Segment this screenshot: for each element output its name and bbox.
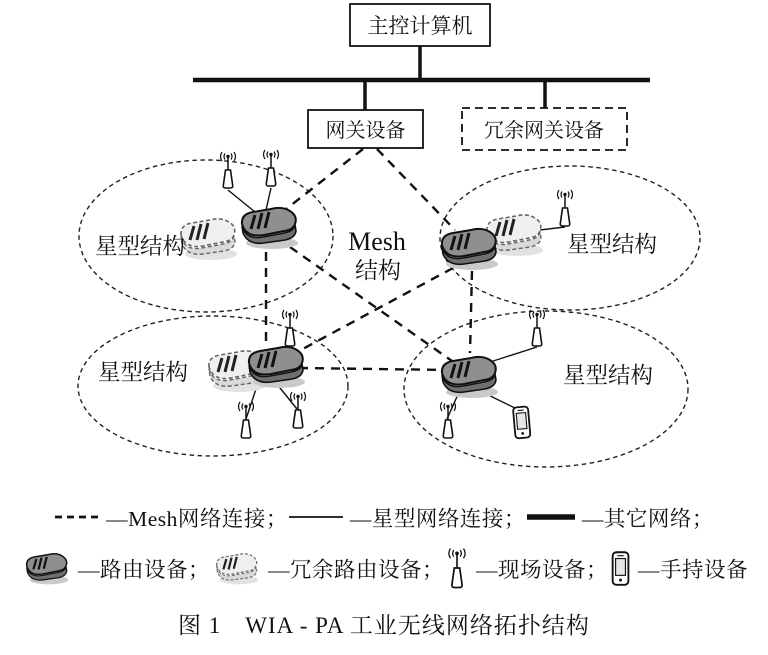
field-device-icon xyxy=(239,402,254,438)
thin-solid-line-icon xyxy=(288,513,344,521)
field-device-icon xyxy=(264,150,279,186)
host-computer-node xyxy=(350,4,490,80)
thick-solid-line-icon xyxy=(526,512,576,522)
router-icon xyxy=(249,347,305,388)
legend-item-star-connection xyxy=(288,502,526,533)
redundant-gateway-label: 冗余网关设备 xyxy=(484,120,604,142)
redundant-router-icon xyxy=(181,219,237,260)
legend-label: —星型网络连接； xyxy=(349,506,526,531)
figure-caption: 图 1 WIA - PA 工业无线网络拓扑结构 xyxy=(178,613,590,638)
legend-item-other-network xyxy=(526,502,714,533)
legend-item-router xyxy=(20,550,210,586)
field-device-icon xyxy=(283,310,298,346)
mesh-link-gateway-to-tr xyxy=(377,149,455,230)
star-link-tl-antenna2 xyxy=(266,188,271,210)
field-device-icon xyxy=(291,392,306,428)
redundant-gateway-node xyxy=(462,80,627,150)
legend-label: —冗余路由设备； xyxy=(267,557,444,582)
field-device-icon xyxy=(530,310,545,346)
mesh-link-bl-to-br xyxy=(299,368,450,370)
legend-label: —Mesh网络连接； xyxy=(106,506,288,531)
mesh-link-tr-to-br xyxy=(470,271,472,353)
legend-label: —路由设备； xyxy=(77,557,210,582)
svg-text:Mesh: Mesh xyxy=(348,227,406,256)
star-link-br-antenna-top xyxy=(490,347,537,362)
router-icon xyxy=(442,229,498,270)
router-icon xyxy=(242,208,298,249)
mesh-dashed-line-icon xyxy=(54,513,100,521)
mesh-structure-label xyxy=(348,227,406,283)
handheld-device-icon xyxy=(608,547,632,589)
legend xyxy=(0,499,768,593)
legend-label: —其它网络； xyxy=(581,506,714,531)
field-device-icon xyxy=(558,190,573,226)
field-device-icon xyxy=(221,152,236,188)
legend-row-devices xyxy=(20,543,748,593)
host-computer-label: 主控计算机 xyxy=(367,14,473,38)
field-device-icon xyxy=(444,546,470,590)
legend-label: —手持设备 xyxy=(638,557,749,582)
star-structure-label-bl: 星型结构 xyxy=(97,360,189,385)
gateway-node xyxy=(308,80,423,148)
legend-item-handheld-device xyxy=(608,547,748,589)
star-structure-label-br: 星型结构 xyxy=(562,363,654,388)
star-link-tl-antenna1 xyxy=(228,190,255,212)
legend-item-field-device xyxy=(444,546,608,590)
legend-item-redundant-router xyxy=(210,550,444,586)
svg-text:结构: 结构 xyxy=(355,258,401,283)
legend-row-connections xyxy=(54,501,714,533)
star-structure-label-tr: 星型结构 xyxy=(566,232,658,257)
star-structure-label-tl: 星型结构 xyxy=(94,234,186,259)
legend-item-mesh-connection xyxy=(54,502,288,533)
redundant-router-icon xyxy=(210,550,262,586)
handheld-device-icon xyxy=(513,406,531,438)
gateway-label: 网关设备 xyxy=(325,120,406,142)
legend-label: —现场设备； xyxy=(476,557,609,582)
star-cell-bottom-right xyxy=(404,311,688,467)
field-device-icon xyxy=(441,402,456,438)
router-icon xyxy=(20,550,72,586)
router-icon xyxy=(442,357,498,398)
